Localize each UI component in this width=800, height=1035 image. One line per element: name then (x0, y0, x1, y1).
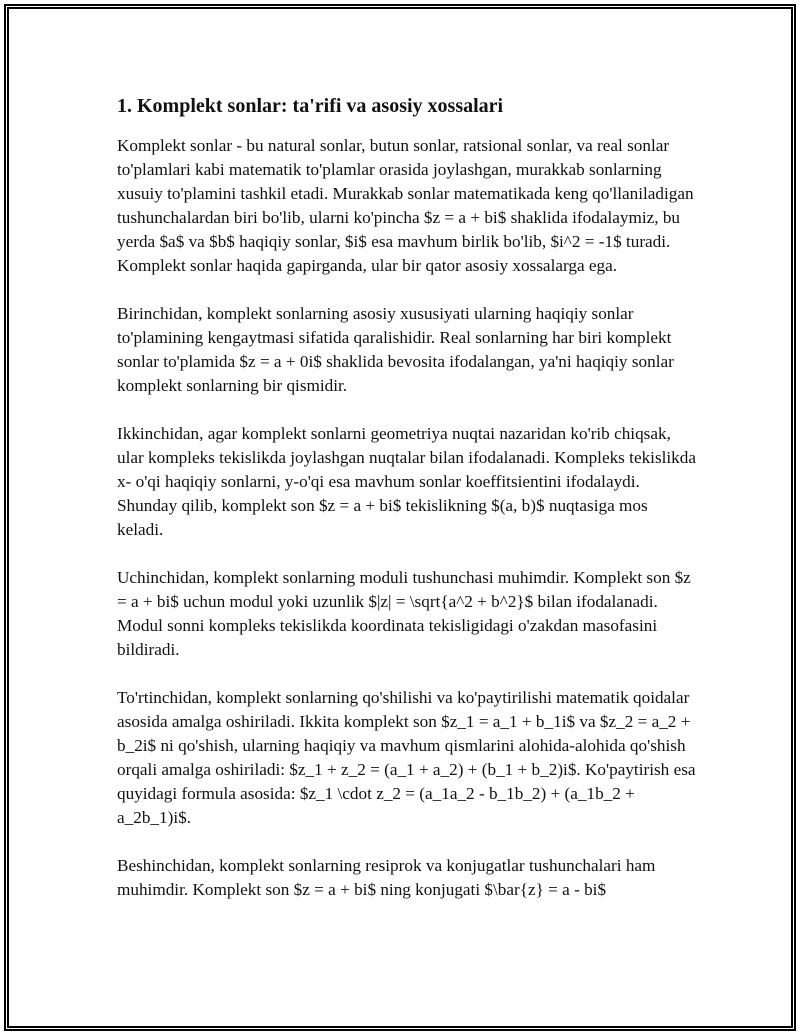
paragraph-fifth: Beshinchidan, komplekt sonlarning resiprok va konjugatlar tushunchalari ham muhimdir. Komplekt son $z = a + bi$ ning konjugati $\bar{z} = a - bi$ (117, 856, 656, 899)
paragraph-fourth: To'rtinchidan, komplekt sonlarning qo'shilishi va ko'paytirilishi matematik qoidalar asosida amalga oshiriladi. Ikkita komplekt son $z_1 = a_1 + b_1i$ va $z_2 = a_2 + b_2i$ ni qo'shish, ularning haqiqiy va mavhum qismlarini alohida-alohida qo'shish orqali amalga oshiriladi: $z_1 + z_2 = (a_1 + a_2) + (b_1 + b_2)i$. Ko'paytirish esa quyidagi formula asosida: $z_1 \cdot z_2 = (a_1a_2 - b_1b_2) + (a_1b_2 + a_2b_1)i$. (117, 688, 696, 827)
paragraph-intro: Komplekt sonlar - bu natural sonlar, butun sonlar, ratsional sonlar, va real sonlar to'plamlari kabi matematik to'plamlar orasida joylashgan, murakkab sonlarning xusuiy to'plamini tashkil etadi. Murakkab sonlar matematikada keng qo'llaniladigan tushunchalardan biri bo'lib, ularni ko'pincha $z = a + bi$ shaklida ifodalaymiz, bu yerda $a$ va $b$ haqiqiy sonlar, $i$ esa mavhum birlik bo'lib, $i^2 = -1$ turadi. Komplekt sonlar haqida gapirganda, ular bir qator asosiy xossalarga ega. (117, 136, 694, 275)
paragraph-second: Ikkinchidan, agar komplekt sonlarni geometriya nuqtai nazaridan ko'rib chiqsak, ular kompleks tekislikda joylashgan nuqtalar bilan ifodalanadi. Kompleks tekislikda x- o'qi haqiqiy sonlarni, y-o'qi esa mavhum sonlar koeffitsientini ifodalaydi. Shunday qilib, komplekt son $z = a + bi$ tekislikning $(a, b)$ nuqtasiga mos keladi. (117, 424, 696, 539)
paragraph-first: Birinchidan, komplekt sonlarning asosiy xususiyati ularning haqiqiy sonlar to'plamining kengaytmasi sifatida qaralishidir. Real sonlarning har biri komplekt sonlar to'plamida $z = a + 0i$ shaklida bevosita ifodalangan, ya'ni haqiqiy sonlar komplekt sonlarning bir qismidir. (117, 304, 674, 395)
section-heading: 1. Komplekt sonlar: ta'rifi va asosiy xossalari (117, 95, 504, 117)
paragraph-third: Uchinchidan, komplekt sonlarning moduli tushunchasi muhimdir. Komplekt son $z = a + bi$ uchun modul yoki uzunlik $|z| = \sqrt{a^2 + b^2}$ bilan ifodalanadi. Modul sonni kompleks tekislikda koordinata tekisligidagi o'zakdan masofasini bildiradi. (117, 568, 691, 659)
document-page (117, 92, 697, 926)
